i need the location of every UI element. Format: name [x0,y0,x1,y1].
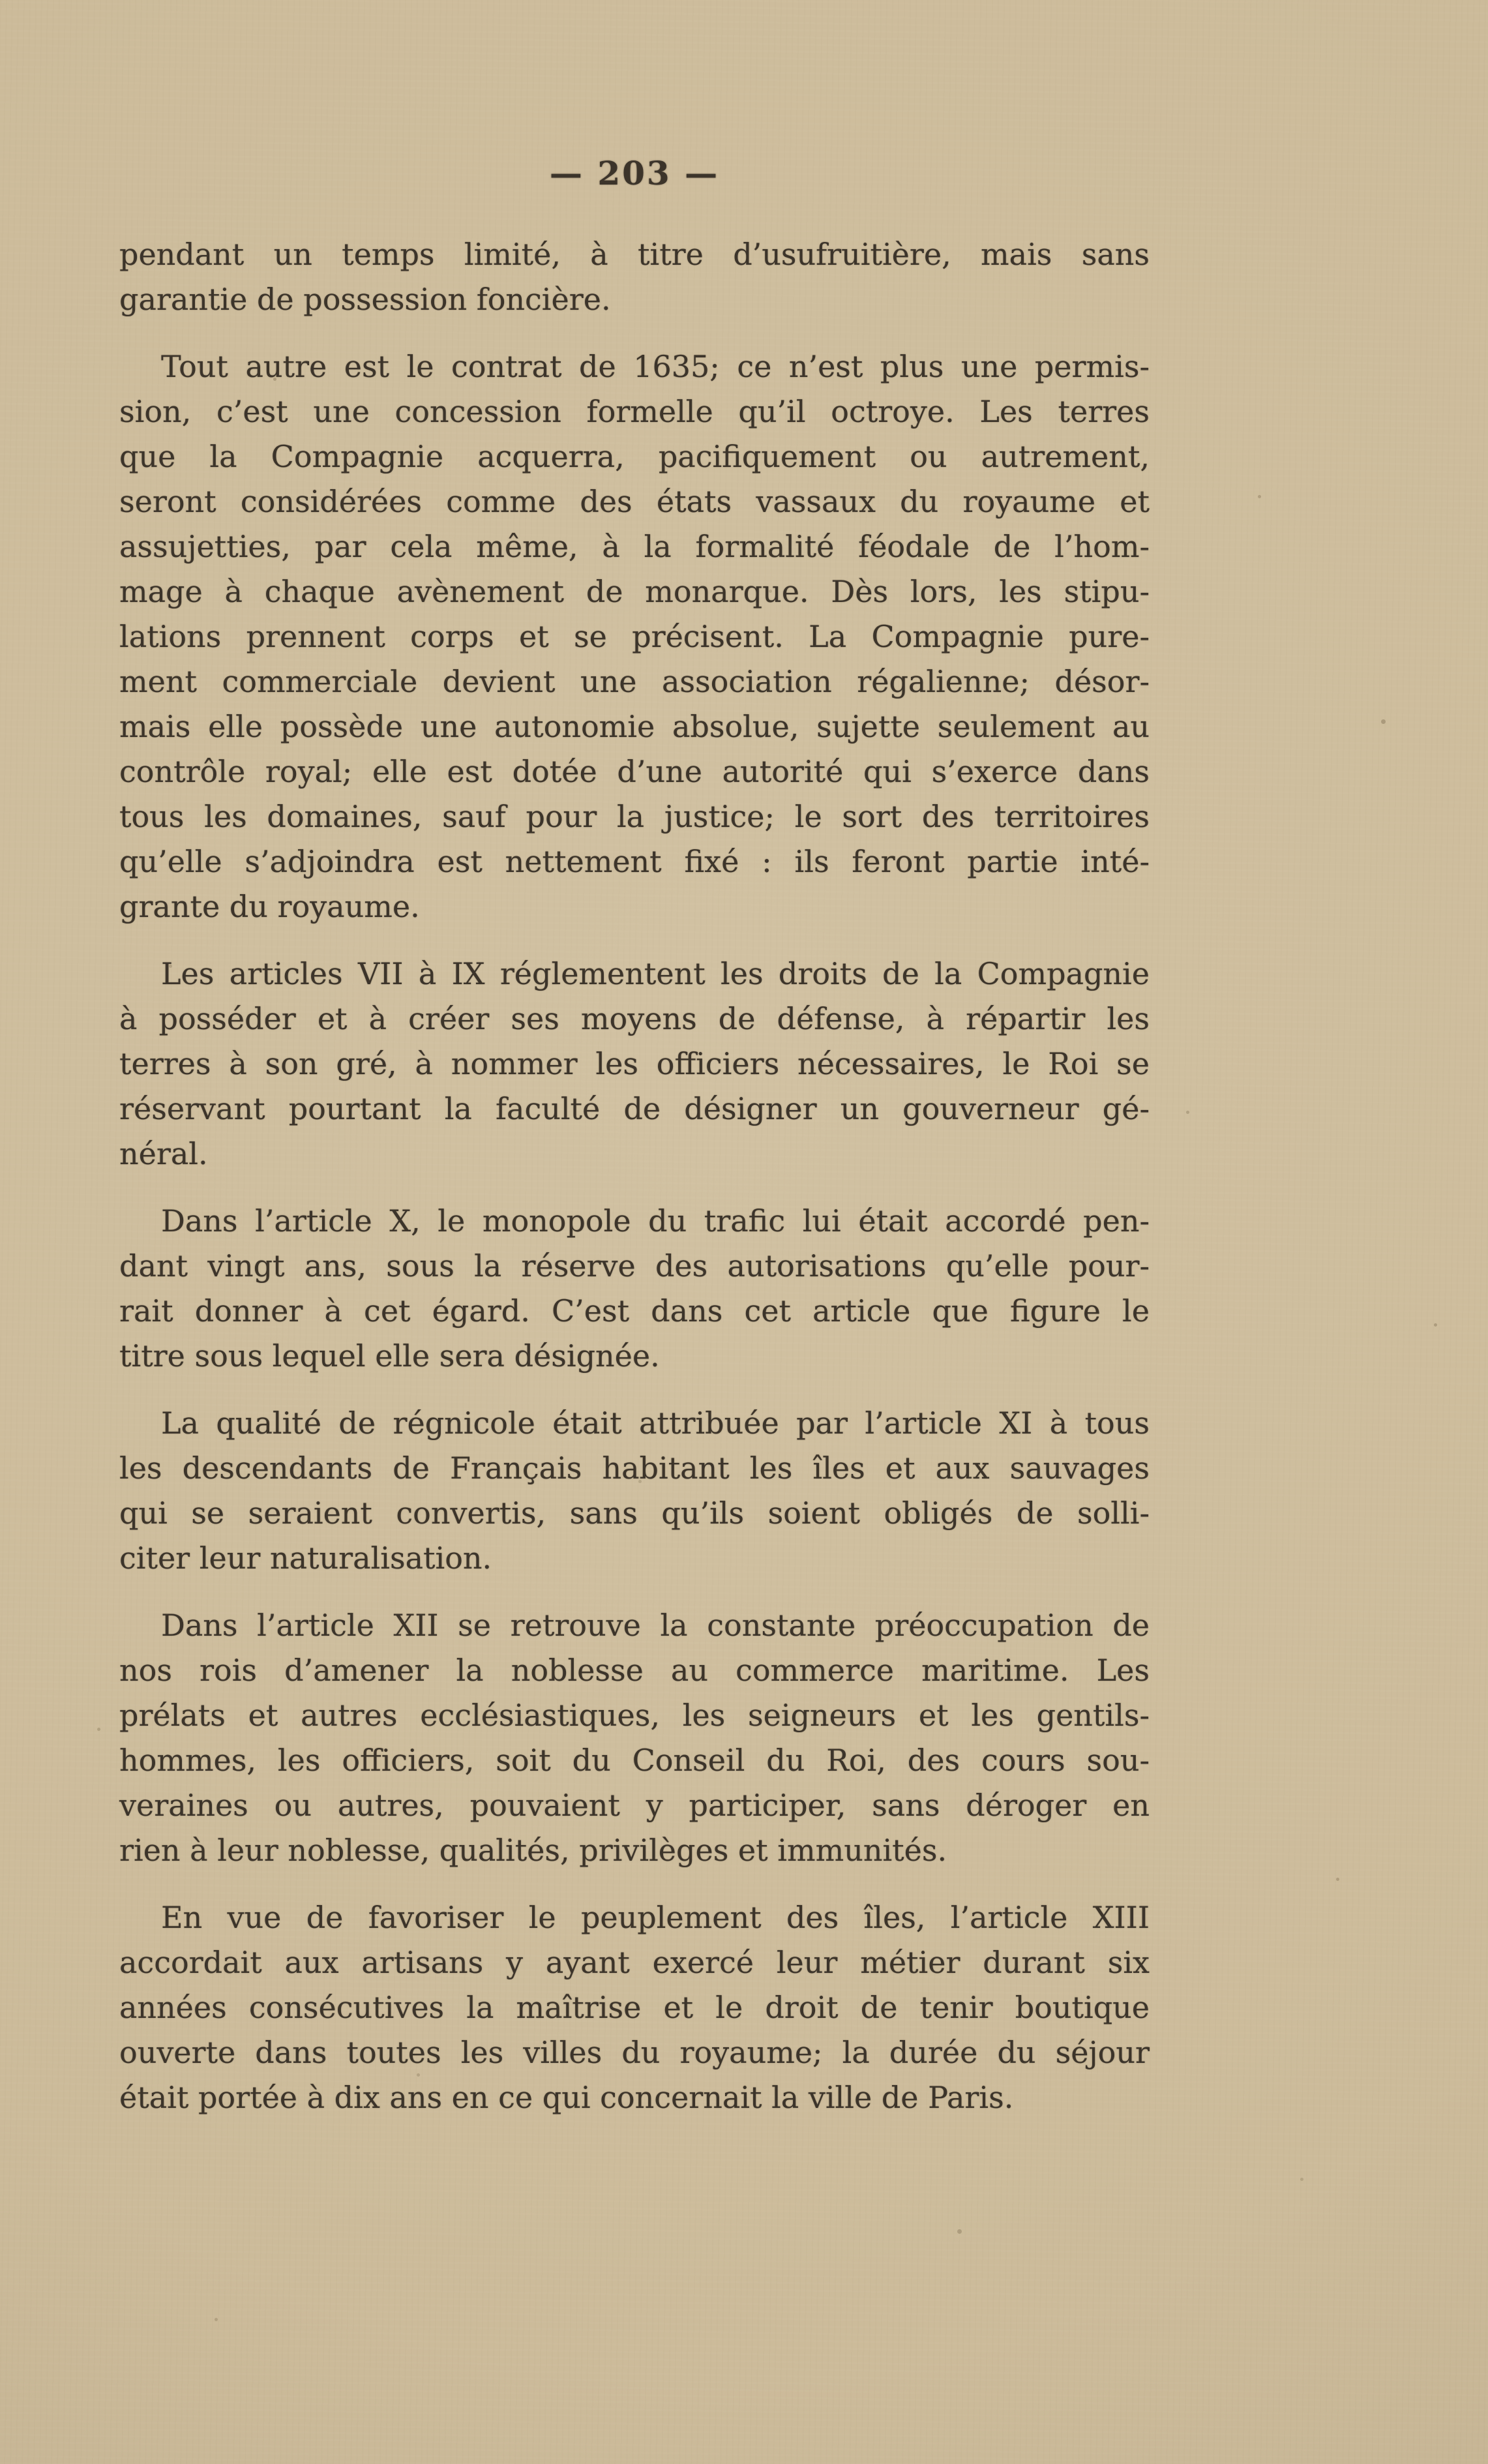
text-line: qui se seraient convertis, sans qu’ils soient obligés de solli- [119,1495,1150,1531]
text-line: mais elle possède une autonomie absolue, sujette seulement au [119,709,1150,744]
text-line: Tout autre est le contrat de 1635; ce n’est plus une permis- [161,349,1150,384]
text-block [119,232,1150,2142]
paper-texture-specks [0,0,2,2]
text-line: mage à chaque avènement de monarque. Dès lors, les stipu- [119,574,1150,609]
text-line: assujetties, par cela même, à la formalité féodale de l’hom- [119,529,1150,564]
text-line: garantie de possession foncière. [119,282,611,317]
text-line: années consécutives la maîtrise et le droit de tenir boutique [119,1990,1150,2025]
text-line: ment commerciale devient une association régalienne; désor- [119,664,1150,699]
text-line: Les articles VII à IX réglementent les droits de la Compagnie [161,956,1150,991]
text-line: nos rois d’amener la noblesse au commerce maritime. Les [119,1653,1150,1688]
text-line: était portée à dix ans en ce qui concernait la ville de Paris. [119,2080,1014,2115]
paragraph [119,1401,1150,1581]
text-line: veraines ou autres, pouvaient y participer, sans déroger en [119,1788,1150,1823]
text-line: hommes, les officiers, soit du Conseil du Roi, des cours sou- [119,1743,1150,1778]
text-line: lations prennent corps et se précisent. La Compagnie pure- [119,619,1150,654]
paragraph [119,1199,1150,1379]
text-line: rien à leur noblesse, qualités, privilèges et immunités. [119,1833,947,1868]
text-line: titre sous lequel elle sera désignée. [119,1338,660,1374]
paragraph [119,232,1150,322]
text-line: qu’elle s’adjoindra est nettement fixé : ils feront partie inté- [119,844,1150,879]
paragraph [119,1895,1150,2120]
text-line: En vue de favoriser le peuplement des îles, l’article XIII [161,1900,1150,1935]
text-line: les descendants de Français habitant les îles et aux sauvages [119,1450,1150,1486]
text-line: grante du royaume. [119,889,420,924]
text-line: terres à son gré, à nommer les officiers nécessaires, le Roi se [119,1046,1150,1081]
paragraph [119,1603,1150,1873]
text-line: tous les domaines, sauf pour la justice; le sort des territoires [119,799,1150,834]
text-line: seront considérées comme des états vassaux du royaume et [119,484,1150,519]
text-line: La qualité de régnicole était attribuée par l’article XI à tous [161,1405,1150,1441]
text-line: prélats et autres ecclésiastiques, les seigneurs et les gentils- [119,1698,1150,1733]
text-line: Dans l’article XII se retrouve la constante préoccupation de [161,1608,1150,1643]
page-number: — 203 — [549,154,720,192]
text-line: accordait aux artisans y ayant exercé leur métier durant six [119,1945,1150,1980]
paragraph [119,344,1150,929]
text-line: que la Compagnie acquerra, pacifiquement ou autrement, [119,439,1150,474]
text-line: contrôle royal; elle est dotée d’une autorité qui s’exerce dans [119,754,1150,789]
paragraph [119,952,1150,1177]
text-line: rait donner à cet égard. C’est dans cet article que figure le [119,1293,1150,1329]
text-line: à posséder et à créer ses moyens de défense, à répartir les [119,1001,1150,1036]
text-line: Dans l’article X, le monopole du trafic lui était accordé pen- [161,1203,1150,1239]
text-line: sion, c’est une concession formelle qu’il octroye. Les terres [119,394,1150,429]
text-line: pendant un temps limité, à titre d’usufruitière, mais sans [119,237,1150,272]
text-line: réservant pourtant la faculté de désigner un gouverneur gé- [119,1091,1150,1126]
text-line: dant vingt ans, sous la réserve des autorisations qu’elle pour- [119,1248,1150,1284]
text-line: ouverte dans toutes les villes du royaume; la durée du séjour [119,2035,1150,2070]
text-line: citer leur naturalisation. [119,1540,492,1576]
text-line: néral. [119,1136,208,1171]
